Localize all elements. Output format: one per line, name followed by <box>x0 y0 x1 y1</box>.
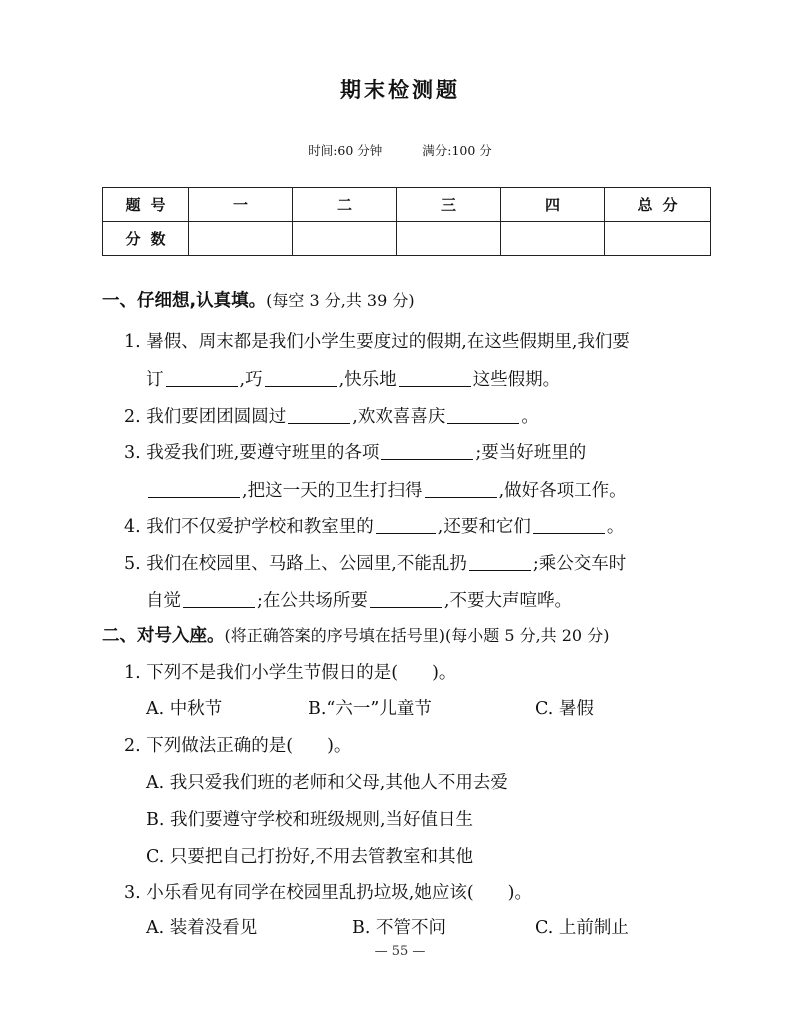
s2-q1-stem-a: 1. 下列不是我们小学生节假日的是( <box>124 663 399 683</box>
s2-q2-stem-b: )。 <box>327 736 352 756</box>
section2-note: (将正确答案的序号填在括号里)(每小题 5 分,共 20 分) <box>224 626 610 645</box>
s1-q1-text-b: ,巧 <box>239 370 263 390</box>
header-cell-1: 一 <box>189 188 293 222</box>
s1-q3-text-d: ,做好各项工作。 <box>498 481 627 501</box>
s2-q1-stem <box>124 659 456 684</box>
header-cell-question-no: 题号 <box>103 188 189 222</box>
score-table <box>102 187 711 256</box>
full-score: 满分:100 分 <box>422 143 492 158</box>
s1-q3-text-c: ,把这一天的卫生打扫得 <box>242 481 423 501</box>
section2-heading <box>102 622 609 647</box>
s2-q3-stem <box>124 879 532 904</box>
s1-q2-text-a: 2. 我们要团团圆圆过 <box>124 407 287 427</box>
page-number: — 55 — <box>374 944 426 959</box>
s2-q2-option-b: B. 我们要遵守学校和班级规则,当好值日生 <box>146 810 474 830</box>
s1-q3-line2 <box>146 477 627 502</box>
s1-q5-line1 <box>124 550 626 575</box>
score-cell-2[interactable] <box>293 222 397 256</box>
s1-q4-blank-1[interactable] <box>376 516 436 534</box>
s2-q1-option-b: B.“六一”儿童节 <box>308 699 432 719</box>
s2-q3-stem-a: 3. 小乐看见有同学在校园里乱扔垃圾,她应该( <box>124 883 474 903</box>
s1-q3-line1 <box>124 439 586 464</box>
page-title: 期末检测题 <box>340 78 460 102</box>
s1-q2-blank-2[interactable] <box>447 406 519 424</box>
s1-q5-text-e: ,不要大声喧哗。 <box>443 591 572 611</box>
s1-q5-line2 <box>146 587 572 612</box>
s1-q3-text-b: ;要当好班里的 <box>475 443 587 463</box>
s1-q3-blank-3[interactable] <box>425 480 497 498</box>
s1-q1-line1: 1. 暑假、周末都是我们小学生要度过的假期,在这些假期里,我们要 <box>124 332 630 352</box>
s1-q4-blank-2[interactable] <box>533 516 605 534</box>
score-cell-3[interactable] <box>397 222 501 256</box>
header-cell-2: 二 <box>293 188 397 222</box>
s1-q3-text-a: 3. 我爱我们班,要遵守班里的各项 <box>124 443 380 463</box>
s1-q2 <box>124 403 539 428</box>
s1-q3-blank-2[interactable] <box>148 480 240 498</box>
s1-q4-text-a: 4. 我们不仅爱护学校和教室里的 <box>124 517 374 537</box>
time-limit: 时间:60 分钟 <box>308 143 383 158</box>
score-cell-4[interactable] <box>501 222 605 256</box>
s2-q2-stem-a: 2. 下列做法正确的是( <box>124 736 294 756</box>
s1-q1-text-a: 订 <box>146 370 164 390</box>
s1-q4-text-c: 。 <box>606 517 625 537</box>
s2-q1-stem-b: )。 <box>432 663 457 683</box>
s1-q5-text-d: ;在公共场所要 <box>257 591 368 611</box>
s1-q1-blank-2[interactable] <box>265 369 337 387</box>
s1-q5-text-b: ;乘公交车时 <box>532 554 627 574</box>
s1-q5-text-c: 自觉 <box>146 591 181 611</box>
s1-q4-text-b: ,还要和它们 <box>437 517 531 537</box>
s1-q5-blank-3[interactable] <box>370 590 442 608</box>
section1-heading <box>102 287 415 312</box>
s1-q5-text-a: 5. 我们在校园里、马路上、公园里,不能乱扔 <box>124 554 467 574</box>
score-cell-1[interactable] <box>189 222 293 256</box>
s2-q3-option-a: A. 装着没看见 <box>146 918 258 938</box>
s2-q3-stem-b: )。 <box>507 883 532 903</box>
s1-q1-blank-1[interactable] <box>166 369 238 387</box>
s1-q5-blank-2[interactable] <box>183 590 255 608</box>
s2-q3-option-b: B. 不管不问 <box>352 918 446 938</box>
header-cell-4: 四 <box>501 188 605 222</box>
score-table-header-row <box>103 188 711 222</box>
s2-q1-option-c: C. 暑假 <box>535 699 594 719</box>
s2-q3-option-c: C. 上前制止 <box>535 918 629 938</box>
s1-q2-text-c: 。 <box>521 407 539 427</box>
s2-q2-option-a: A. 我只爱我们班的老师和父母,其他人不用去爱 <box>146 773 508 793</box>
s1-q1-blank-3[interactable] <box>399 369 471 387</box>
s2-q2-option-c: C. 只要把自己打扮好,不用去管教室和其他 <box>146 847 473 867</box>
s1-q1-text-c: ,快乐地 <box>338 370 397 390</box>
score-cell-total[interactable] <box>605 222 711 256</box>
s1-q4 <box>124 513 624 538</box>
s1-q5-blank-1[interactable] <box>469 553 531 571</box>
s2-q2-stem <box>124 732 351 757</box>
score-table-score-row <box>103 222 711 256</box>
header-cell-total: 总分 <box>605 188 711 222</box>
section1-title: 一、仔细想,认真填。 <box>102 291 267 311</box>
s1-q2-text-b: ,欢欢喜喜庆 <box>352 407 446 427</box>
exam-meta <box>0 141 800 159</box>
score-row-label: 分数 <box>103 222 189 256</box>
section1-note: (每空 3 分,共 39 分) <box>266 291 415 310</box>
s1-q3-blank-1[interactable] <box>381 442 473 460</box>
s2-q1-option-a: A. 中秋节 <box>146 699 223 719</box>
header-cell-3: 三 <box>397 188 501 222</box>
s1-q1-text-d: 这些假期。 <box>472 370 561 390</box>
s1-q1-line2 <box>146 366 560 391</box>
s1-q2-blank-1[interactable] <box>288 406 350 424</box>
section2-title: 二、对号入座。 <box>102 626 225 646</box>
